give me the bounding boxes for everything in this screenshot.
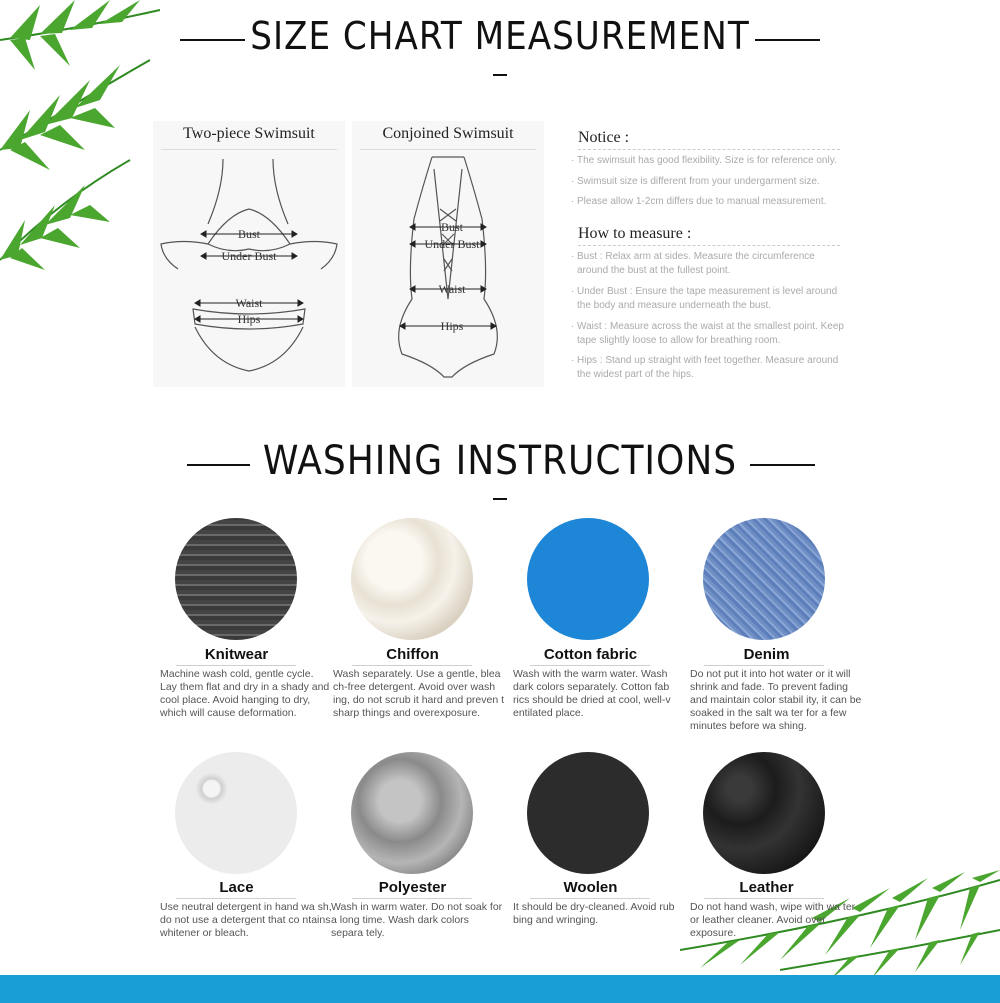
title-rule-right xyxy=(755,39,820,41)
how-to-heading: How to measure : xyxy=(578,225,692,242)
fabric-desc: Wash in warm water. Do not soak for a long time. Wash dark colors separa tely. xyxy=(331,901,503,939)
lace-swatch xyxy=(175,752,297,874)
fabric-name: Leather xyxy=(739,879,794,896)
title-rule-right xyxy=(750,464,815,466)
title-tick xyxy=(493,498,507,500)
two-piece-title: Two-piece Swimsuit xyxy=(183,125,315,142)
fabric-desc: Do not put it into hot water or it will shrink and fade. To prevent fading and maintain color stabil ity, it can be soaked in the salt wa ter for a few minutes before wa shing. xyxy=(690,668,862,732)
conjoined-panel xyxy=(352,121,544,387)
washing-title: WASHING INSTRUCTIONS xyxy=(262,438,738,484)
fabric-desc: Wash separately. Use a gentle, blea ch-free detergent. Avoid over wash ing, do not scrub it hard and preven t sharp things and overexposure. xyxy=(333,668,505,719)
fabric-divider xyxy=(704,665,824,666)
fabric-divider xyxy=(704,898,824,899)
fabric-name: Polyester xyxy=(378,879,447,896)
two-piece-panel xyxy=(153,121,345,387)
notice-item: · Swimsuit size is different from your undergarment size. xyxy=(577,175,847,189)
leather-swatch xyxy=(703,752,825,874)
fabric-divider xyxy=(176,665,296,666)
fabric-divider xyxy=(352,665,472,666)
title-tick xyxy=(493,74,507,76)
conjoined-title: Conjoined Swimsuit xyxy=(382,125,514,142)
how-to-item: · Under Bust : Ensure the tape measurement is level around the body and measure underneath the bust. xyxy=(577,285,847,313)
fabric-name: Lace xyxy=(219,879,254,896)
how-to-divider xyxy=(578,245,840,247)
two-piece-hips-label: Hips xyxy=(237,312,261,326)
two-piece-bust-label: Bust xyxy=(237,227,261,241)
fabric-divider xyxy=(352,898,472,899)
fabric-name: Denim xyxy=(743,646,790,663)
fabric-divider xyxy=(530,898,650,899)
polyester-swatch xyxy=(351,752,473,874)
notice-divider xyxy=(578,149,840,151)
fabric-divider xyxy=(176,898,296,899)
fabric-desc: Machine wash cold, gentle cycle. Lay them flat and dry in a shady and cool place. Avoid hanging to dry, which will cause deformation. xyxy=(160,668,330,719)
cotton-swatch xyxy=(527,518,649,640)
conjoined-under-bust-label: Under Bust xyxy=(424,237,480,251)
fabric-name: Knitwear xyxy=(204,646,269,663)
conjoined-hips-label: Hips xyxy=(440,319,464,333)
woolen-swatch xyxy=(527,752,649,874)
two-piece-diagram xyxy=(153,149,345,385)
how-to-item: · Hips : Stand up straight with feet together. Measure around the widest part of the hips. xyxy=(577,354,847,382)
size-chart-title: SIZE CHART MEASUREMENT xyxy=(250,14,750,58)
notice-item: · Please allow 1-2cm differs due to manual measurement. xyxy=(577,195,847,209)
denim-swatch xyxy=(703,518,825,640)
fabric-name: Woolen xyxy=(563,879,618,896)
fabric-name: Chiffon xyxy=(386,646,439,663)
fabric-desc: Do not hand wash, wipe with wa ter or leather cleaner. Avoid over exposure. xyxy=(690,901,856,939)
fabric-name: Cotton fabric xyxy=(543,646,638,663)
fabric-desc: Use neutral detergent in hand wa sh, do not use a detergent that co ntains whitener or bleach. xyxy=(160,901,332,939)
fabric-divider xyxy=(530,665,650,666)
notice-item: · The swimsuit has good flexibility. Size is for reference only. xyxy=(577,154,847,168)
fabric-desc: Wash with the warm water. Wash dark colors separately. Cotton fab rics should be dried at cool, well-v entilated place. xyxy=(513,668,671,719)
conjoined-diagram xyxy=(352,149,544,385)
two-piece-under-bust-label: Under Bust xyxy=(221,249,277,263)
fabric-desc: It should be dry-cleaned. Avoid rub bing and wringing. xyxy=(513,901,675,926)
conjoined-bust-label: Bust xyxy=(440,220,464,234)
footer-accent-bar xyxy=(0,975,1000,1003)
chiffon-swatch xyxy=(351,518,473,640)
how-to-item: · Bust : Relax arm at sides. Measure the circumference around the bust at the fullest point. xyxy=(577,250,847,278)
two-piece-waist-label: Waist xyxy=(235,296,263,310)
notice-heading: Notice : xyxy=(578,129,630,146)
knitwear-swatch xyxy=(175,518,297,640)
how-to-item: · Waist : Measure across the waist at the smallest point. Keep tape slightly loose to allow for breathing room. xyxy=(577,320,847,348)
conjoined-waist-label: Waist xyxy=(438,282,466,296)
